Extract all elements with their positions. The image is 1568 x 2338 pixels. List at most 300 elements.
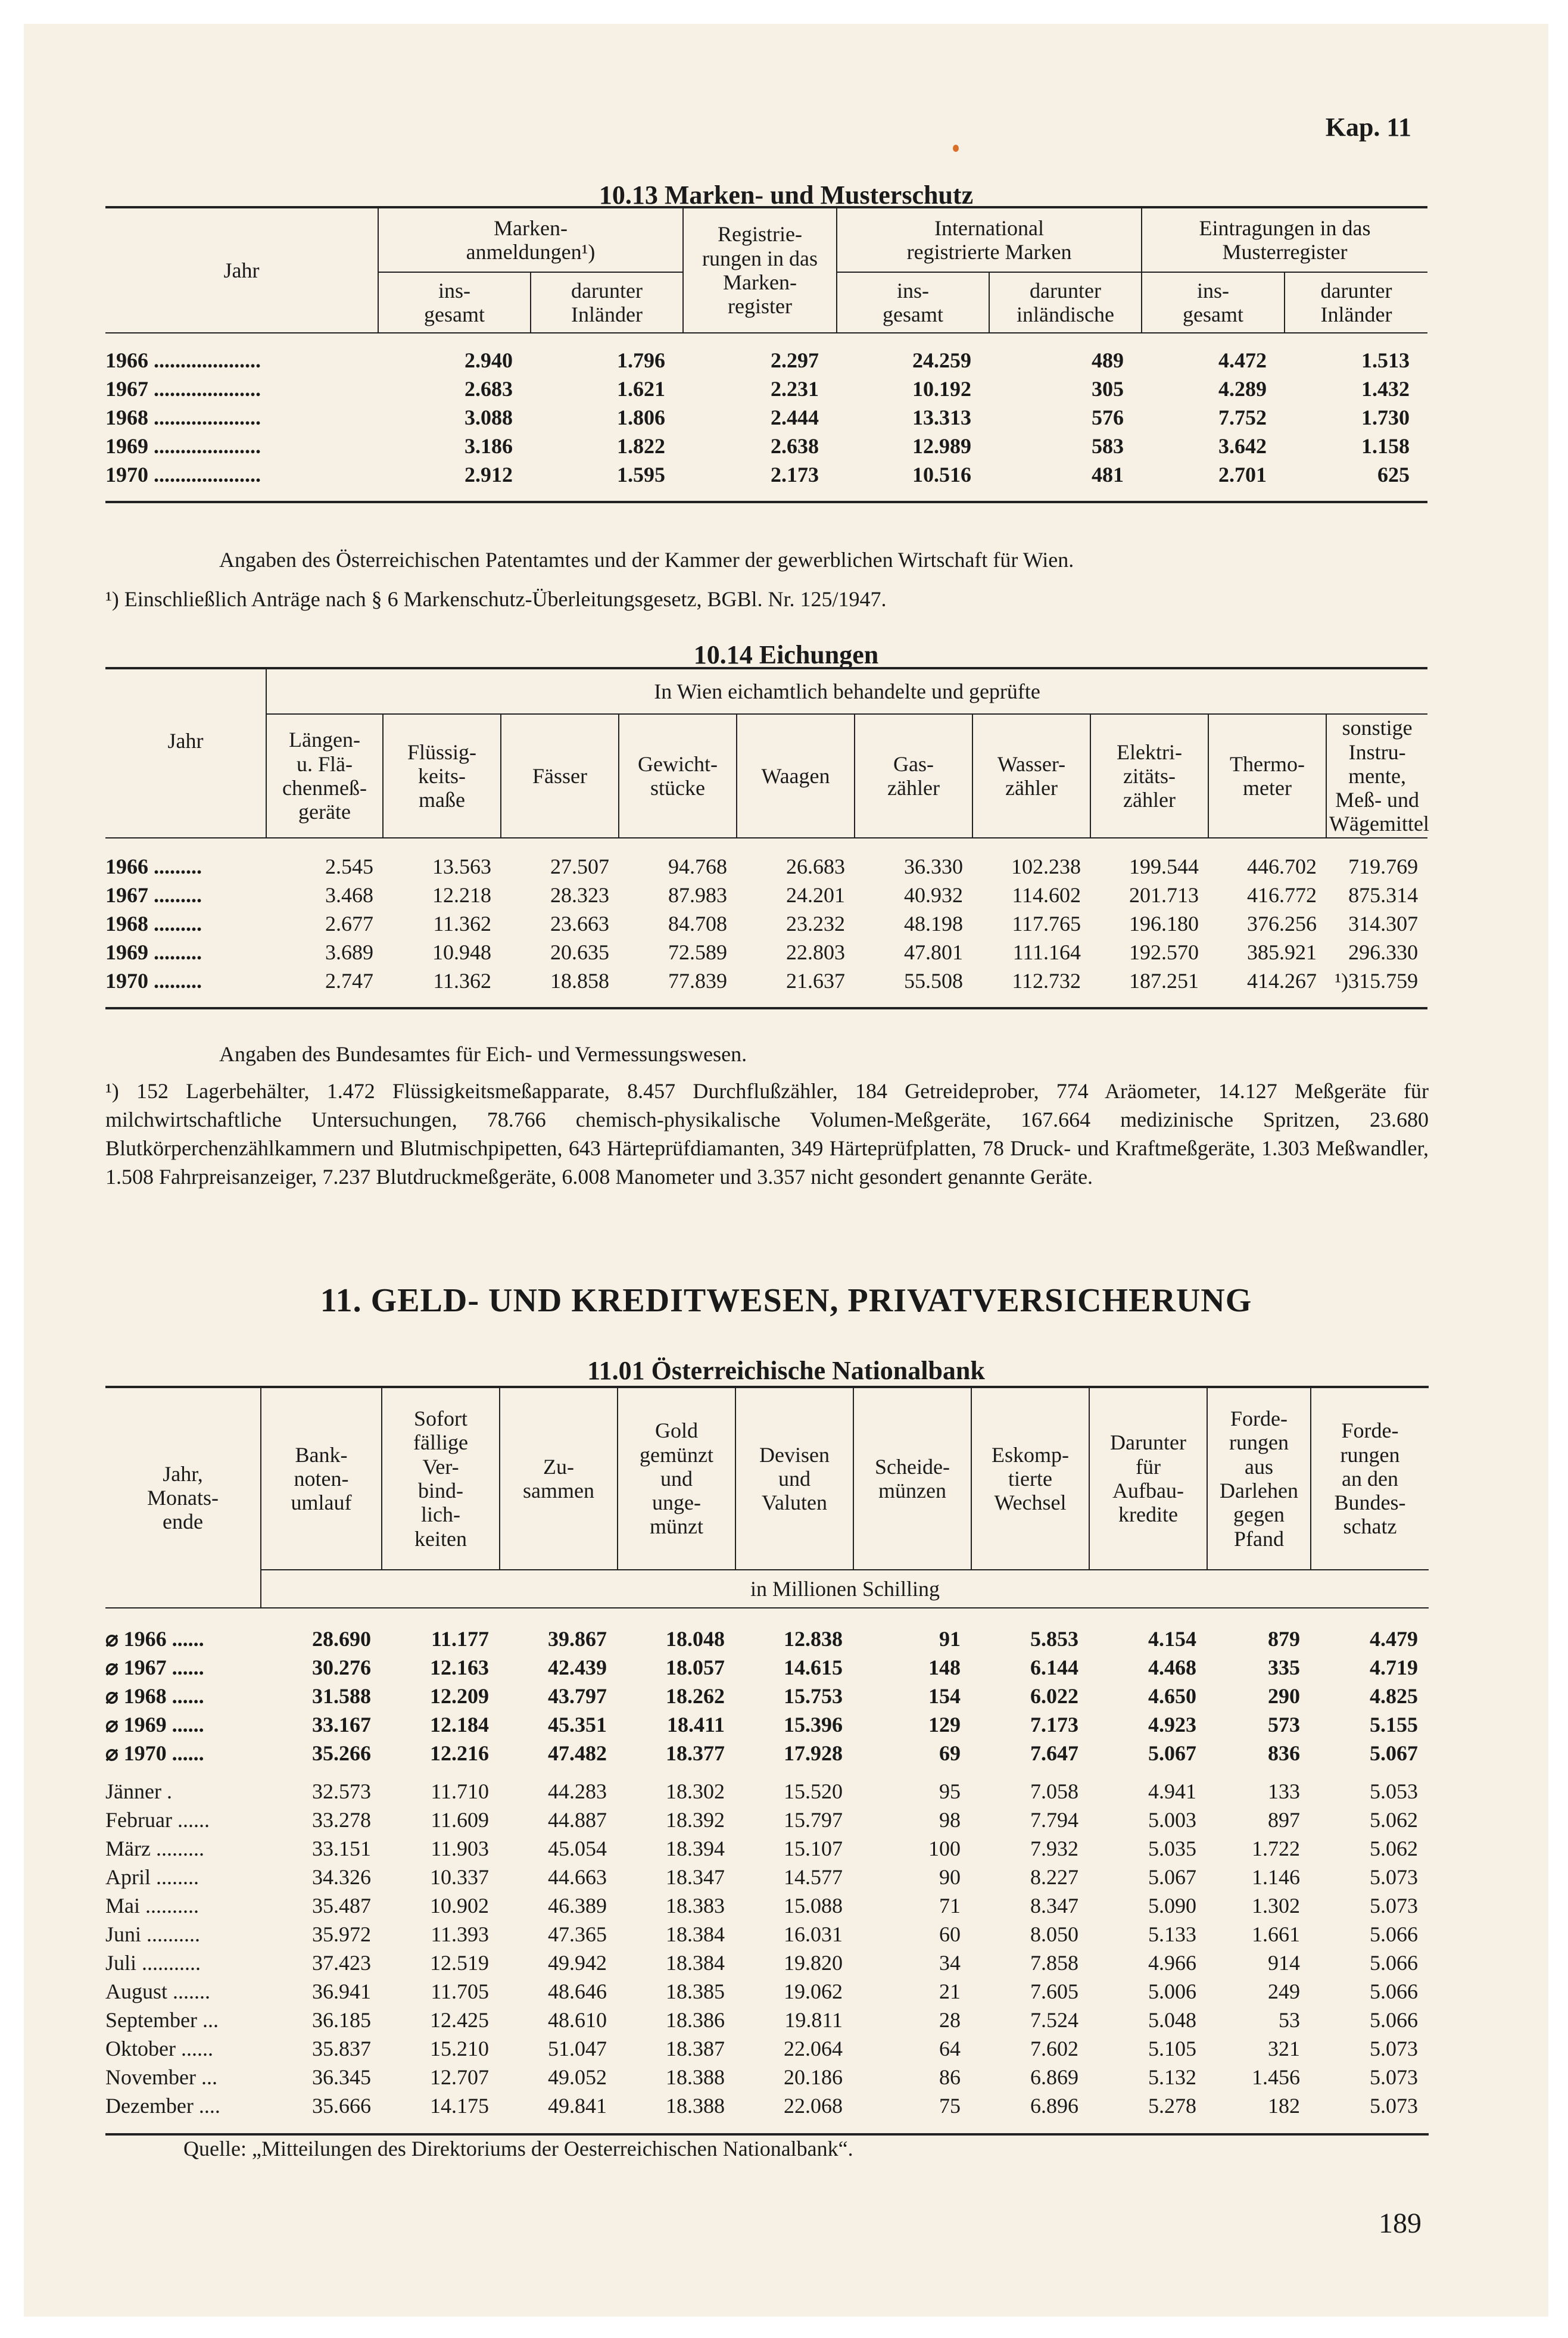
cell-value: 1.432 bbox=[1361, 377, 1410, 401]
cell-value: 47.801 bbox=[904, 940, 963, 964]
cell-value: 10.516 bbox=[912, 463, 972, 487]
cell-value: 2.747 bbox=[325, 969, 373, 993]
cell-value: 1.661 bbox=[1252, 1922, 1300, 1946]
cell-value: 12.163 bbox=[430, 1656, 489, 1679]
table-title-11-01: 11.01 Österreichische Nationalbank bbox=[587, 1356, 985, 1385]
cell-value: 46.389 bbox=[548, 1894, 607, 1918]
cell-value: 12.216 bbox=[430, 1741, 489, 1765]
cell-value: 19.811 bbox=[784, 2008, 843, 2032]
table-title-10-13: 10.13 Marken- und Musterschutz bbox=[598, 180, 974, 210]
cell-value: 26.683 bbox=[786, 855, 845, 878]
cell-value: 4.650 bbox=[1148, 1684, 1196, 1708]
cell-value: 4.289 bbox=[1218, 377, 1267, 401]
cell-value: 11.177 bbox=[431, 1627, 489, 1651]
cell-value: 879 bbox=[1268, 1627, 1300, 1651]
table-row bbox=[105, 909, 1427, 938]
row-year: 1968 .................... bbox=[105, 406, 261, 429]
column-header: Flüssig- keits- maße bbox=[383, 714, 501, 838]
cell-value: 18.057 bbox=[666, 1656, 725, 1679]
cell-value: 36.345 bbox=[312, 2065, 371, 2089]
cell-value: 55.508 bbox=[904, 969, 963, 993]
source-note-11-01: Quelle: „Mitteilungen des Direktoriums der Oesterreichischen Nationalbank“. bbox=[183, 2137, 853, 2161]
cell-value: 6.144 bbox=[1030, 1656, 1078, 1679]
table-row bbox=[105, 346, 1427, 375]
header-insgesamt: ins- gesamt bbox=[837, 272, 989, 333]
cell-value: 335 bbox=[1268, 1656, 1300, 1679]
cell-value: 23.663 bbox=[550, 912, 609, 936]
cell-value: 35.266 bbox=[312, 1741, 371, 1765]
cell-value: 10.902 bbox=[430, 1894, 489, 1918]
cell-value: 32.573 bbox=[312, 1779, 371, 1803]
cell-value: 112.732 bbox=[1012, 969, 1081, 993]
cell-value: 28.323 bbox=[550, 883, 609, 907]
cell-value: 719.769 bbox=[1348, 855, 1419, 878]
table-row bbox=[105, 1920, 1429, 1949]
cell-value: 35.487 bbox=[312, 1894, 371, 1918]
cell-value: 21 bbox=[939, 1979, 961, 2003]
cell-value: 5.090 bbox=[1148, 1894, 1196, 1918]
cell-value: 199.544 bbox=[1129, 855, 1199, 878]
cell-value: 914 bbox=[1268, 1951, 1300, 1975]
cell-value: 95 bbox=[939, 1779, 961, 1803]
cell-value: 583 bbox=[1092, 434, 1124, 458]
cell-value: 10.948 bbox=[432, 940, 491, 964]
header-span: In Wien eichamtlich behandelte und geprüfte bbox=[266, 668, 1427, 714]
cell-value: 7.058 bbox=[1030, 1779, 1078, 1803]
table-marken-musterschutz bbox=[105, 206, 1427, 503]
cell-value: 18.386 bbox=[666, 2008, 725, 2032]
row-label: ⌀ 1969 ...... bbox=[105, 1713, 204, 1737]
row-label: ⌀ 1968 ...... bbox=[105, 1684, 204, 1708]
row-label: Dezember .... bbox=[105, 2094, 220, 2118]
header-unit: in Millionen Schilling bbox=[261, 1570, 1429, 1608]
cell-value: 3.468 bbox=[325, 883, 373, 907]
cell-value: 18.385 bbox=[666, 1979, 725, 2003]
cell-value: 21.637 bbox=[786, 969, 845, 993]
cell-value: 12.184 bbox=[430, 1713, 489, 1737]
cell-value: 1.146 bbox=[1252, 1865, 1300, 1889]
cell-value: 18.388 bbox=[666, 2094, 725, 2118]
cell-value: 5.073 bbox=[1370, 1894, 1418, 1918]
cell-value: 43.797 bbox=[548, 1684, 607, 1708]
column-header: Waagen bbox=[737, 714, 855, 838]
cell-value: 12.838 bbox=[784, 1627, 843, 1651]
cell-value: 35.972 bbox=[312, 1922, 371, 1946]
source-note-10-14: Angaben des Bundesamtes für Eich- und Vermessungswesen. bbox=[219, 1042, 747, 1066]
column-header: Eskomp- tierte Wechsel bbox=[971, 1387, 1089, 1570]
cell-value: 5.278 bbox=[1148, 2094, 1196, 2118]
cell-value: 15.753 bbox=[784, 1684, 843, 1708]
cell-value: 1.822 bbox=[617, 434, 666, 458]
cell-value: 7.524 bbox=[1030, 2008, 1078, 2032]
cell-value: 18.383 bbox=[666, 1894, 725, 1918]
cell-value: 154 bbox=[928, 1684, 961, 1708]
cell-value: 5.062 bbox=[1370, 1837, 1418, 1860]
table-row bbox=[105, 1653, 1429, 1682]
cell-value: 117.765 bbox=[1012, 912, 1081, 936]
cell-value: 48.646 bbox=[548, 1979, 607, 2003]
column-header: Sofort fällige Ver- bind- lich- keiten bbox=[382, 1387, 500, 1570]
cell-value: 3.088 bbox=[465, 406, 513, 429]
cell-value: 18.387 bbox=[666, 2037, 725, 2060]
cell-value: 7.858 bbox=[1030, 1951, 1078, 1975]
cell-value: 86 bbox=[939, 2065, 961, 2089]
row-year: 1967 .................... bbox=[105, 377, 261, 401]
cell-value: 3.642 bbox=[1218, 434, 1267, 458]
cell-value: 12.707 bbox=[430, 2065, 489, 2089]
footnote-10-14: ¹) 152 Lagerbehälter, 1.472 Flüssigkeitsmeßapparate, 8.457 Durchflußzähler, 184 Getreideprober, 774 Aräometer, 14.127 Meßgeräte für milchwirtschaftliche Untersuchungen, 78.766 chemisch-physikalische Volumen-Meßgeräte, 167.664 medizinische Spritzen, 23.680 Blutkörperchenzählkammern und Blutmischpipetten, 643 Härteprüfdiamanten, 349 Härteprüfplatten, 78 Druck- und Kraftmeßgeräte, 1.303 Meßwandler, 1.508 Fahrpreisanzeiger, 7.237 Blutdruckmeßgeräte, 6.008 Manometer und 3.357 nicht gesondert genannte Geräte. bbox=[105, 1079, 1429, 1189]
cell-value: 4.966 bbox=[1148, 1951, 1196, 1975]
cell-value: 90 bbox=[939, 1865, 961, 1889]
chapter-label: Kap. 11 bbox=[1325, 113, 1411, 142]
cell-value: 5.133 bbox=[1148, 1922, 1196, 1946]
cell-value: 18.392 bbox=[666, 1808, 725, 1832]
table-row bbox=[105, 1777, 1429, 1806]
row-label: September ... bbox=[105, 2008, 219, 2032]
cell-value: 18.302 bbox=[666, 1779, 725, 1803]
cell-value: 5.048 bbox=[1148, 2008, 1196, 2032]
cell-value: 20.186 bbox=[784, 2065, 843, 2089]
cell-value: 305 bbox=[1092, 377, 1124, 401]
cell-value: 28.690 bbox=[312, 1627, 371, 1651]
cell-value: 31.588 bbox=[312, 1684, 371, 1708]
cell-value: 5.006 bbox=[1148, 1979, 1196, 2003]
cell-value: 18.347 bbox=[666, 1865, 725, 1889]
cell-value: 15.107 bbox=[784, 1837, 843, 1860]
row-year: 1969 .................... bbox=[105, 434, 261, 458]
column-header: Forde- rungen aus Darlehen gegen Pfand bbox=[1207, 1387, 1311, 1570]
header-jahr-monatsende: Jahr, Monats- ende bbox=[105, 1387, 261, 1608]
footnote-10-13: ¹) Einschließlich Anträge nach § 6 Markenschutz-Überleitungsgesetz, BGBl. Nr. 125/1947. bbox=[105, 587, 887, 611]
cell-value: 1.796 bbox=[617, 348, 666, 372]
cell-value: 385.921 bbox=[1247, 940, 1317, 964]
row-label: ⌀ 1970 ...... bbox=[105, 1741, 204, 1765]
cell-value: 8.050 bbox=[1030, 1922, 1078, 1946]
cell-value: 35.837 bbox=[312, 2037, 371, 2060]
header-darunter-inlaender: darunter Inländer bbox=[1285, 272, 1427, 333]
cell-value: 30.276 bbox=[312, 1656, 371, 1679]
cell-value: 1.595 bbox=[617, 463, 666, 487]
cell-value: 100 bbox=[928, 1837, 961, 1860]
cell-value: 28 bbox=[939, 2008, 961, 2032]
cell-value: 5.062 bbox=[1370, 1808, 1418, 1832]
cell-value: 60 bbox=[939, 1922, 961, 1946]
cell-value: 133 bbox=[1268, 1779, 1300, 1803]
row-year: 1970 .................... bbox=[105, 463, 261, 487]
cell-value: 39.867 bbox=[548, 1627, 607, 1651]
cell-value: 44.663 bbox=[548, 1865, 607, 1889]
cell-value: 18.384 bbox=[666, 1922, 725, 1946]
cell-value: 71 bbox=[939, 1894, 961, 1918]
cell-value: 5.073 bbox=[1370, 2037, 1418, 2060]
cell-value: 1.621 bbox=[617, 377, 666, 401]
row-label: April ........ bbox=[105, 1865, 199, 1889]
row-label: Mai .......... bbox=[105, 1894, 199, 1918]
cell-value: 19.820 bbox=[784, 1951, 843, 1975]
cell-value: 2.231 bbox=[771, 377, 819, 401]
cell-value: 8.347 bbox=[1030, 1894, 1078, 1918]
table-row bbox=[105, 2063, 1429, 2091]
table-row bbox=[105, 852, 1427, 881]
cell-value: 5.073 bbox=[1370, 1865, 1418, 1889]
cell-value: 6.869 bbox=[1030, 2065, 1078, 2089]
cell-value: 314.307 bbox=[1348, 912, 1419, 936]
header-registrierungen: Registrie- rungen in das Marken- register bbox=[683, 207, 837, 333]
cell-value: 296.330 bbox=[1348, 940, 1419, 964]
cell-value: 5.066 bbox=[1370, 1979, 1418, 2003]
cell-value: 489 bbox=[1092, 348, 1124, 372]
row-label: ⌀ 1967 ...... bbox=[105, 1656, 204, 1679]
cell-value: 18.858 bbox=[550, 969, 609, 993]
cell-value: 45.351 bbox=[548, 1713, 607, 1737]
cell-value: 87.983 bbox=[668, 883, 727, 907]
cell-value: 16.031 bbox=[784, 1922, 843, 1946]
cell-value: 201.713 bbox=[1129, 883, 1199, 907]
cell-value: 5.853 bbox=[1030, 1627, 1078, 1651]
cell-value: 1.806 bbox=[617, 406, 666, 429]
cell-value: 40.932 bbox=[904, 883, 963, 907]
cell-value: 2.701 bbox=[1218, 463, 1267, 487]
cell-value: 49.942 bbox=[548, 1951, 607, 1975]
cell-value: 8.227 bbox=[1030, 1865, 1078, 1889]
cell-value: 64 bbox=[939, 2037, 961, 2060]
cell-value: 875.314 bbox=[1348, 883, 1419, 907]
cell-value: 1.302 bbox=[1252, 1894, 1300, 1918]
cell-value: 2.173 bbox=[771, 463, 819, 487]
cell-value: 4.479 bbox=[1370, 1627, 1418, 1651]
cell-value: 44.283 bbox=[548, 1779, 607, 1803]
cell-value: 2.638 bbox=[771, 434, 819, 458]
cell-value: 44.887 bbox=[548, 1808, 607, 1832]
cell-value: 1.722 bbox=[1252, 1837, 1300, 1860]
document-page bbox=[24, 24, 1548, 2317]
row-label: Juni .......... bbox=[105, 1922, 201, 1946]
cell-value: 47.482 bbox=[548, 1741, 607, 1765]
cell-value: 416.772 bbox=[1247, 883, 1317, 907]
cell-value: 72.589 bbox=[668, 940, 727, 964]
table-row bbox=[105, 1739, 1429, 1767]
table-row bbox=[105, 1625, 1429, 1653]
cell-value: 1.730 bbox=[1361, 406, 1410, 429]
column-header: Bank- noten- umlauf bbox=[261, 1387, 382, 1570]
cell-value: 2.912 bbox=[465, 463, 513, 487]
cell-value: 5.155 bbox=[1370, 1713, 1418, 1737]
cell-value: 24.201 bbox=[786, 883, 845, 907]
cell-value: 5.073 bbox=[1370, 2094, 1418, 2118]
cell-value: 5.105 bbox=[1148, 2037, 1196, 2060]
cell-value: 11.393 bbox=[431, 1922, 489, 1946]
cell-value: 15.210 bbox=[430, 2037, 489, 2060]
cell-value: 4.941 bbox=[1148, 1779, 1196, 1803]
cell-value: 12.989 bbox=[912, 434, 972, 458]
cell-value: 7.602 bbox=[1030, 2037, 1078, 2060]
cell-value: 6.022 bbox=[1030, 1684, 1078, 1708]
row-label: August ....... bbox=[105, 1979, 211, 2003]
table-row bbox=[105, 1949, 1429, 1977]
cell-value: 49.841 bbox=[548, 2094, 607, 2118]
cell-value: 414.267 bbox=[1247, 969, 1317, 993]
column-header: Elektri- zitäts- zähler bbox=[1090, 714, 1208, 838]
column-header: Thermo- meter bbox=[1208, 714, 1326, 838]
cell-value: 897 bbox=[1268, 1808, 1300, 1832]
cell-value: 187.251 bbox=[1129, 969, 1199, 993]
header-insgesamt: ins- gesamt bbox=[378, 272, 531, 333]
column-header: Fässer bbox=[501, 714, 619, 838]
cell-value: 148 bbox=[928, 1656, 961, 1679]
cell-value: 481 bbox=[1092, 463, 1124, 487]
table-row bbox=[105, 1891, 1429, 1920]
column-header: Forde- rungen an den Bundes- schatz bbox=[1311, 1387, 1429, 1570]
cell-value: 5.035 bbox=[1148, 1837, 1196, 1860]
cell-value: 12.519 bbox=[430, 1951, 489, 1975]
cell-value: 5.053 bbox=[1370, 1779, 1418, 1803]
cell-value: 69 bbox=[939, 1741, 961, 1765]
cell-value: 49.052 bbox=[548, 2065, 607, 2089]
table-nationalbank bbox=[105, 1386, 1429, 2136]
cell-value: 4.472 bbox=[1218, 348, 1267, 372]
row-label: März ......... bbox=[105, 1837, 204, 1860]
header-jahr: Jahr bbox=[105, 207, 378, 333]
row-label: Juli ........... bbox=[105, 1951, 201, 1975]
cell-value: 14.615 bbox=[784, 1656, 843, 1679]
cell-value: 12.209 bbox=[430, 1684, 489, 1708]
cell-value: 36.330 bbox=[904, 855, 963, 878]
cell-value: 51.047 bbox=[548, 2037, 607, 2060]
header-darunter-inlaender: darunter Inländer bbox=[531, 272, 683, 333]
cell-value: 27.507 bbox=[550, 855, 609, 878]
cell-value: 11.362 bbox=[433, 969, 491, 993]
table-row bbox=[105, 1834, 1429, 1863]
column-header: Darunter für Aufbau- kredite bbox=[1089, 1387, 1207, 1570]
cell-value: 22.803 bbox=[786, 940, 845, 964]
cell-value: 18.394 bbox=[666, 1837, 725, 1860]
cell-value: 14.175 bbox=[430, 2094, 489, 2118]
row-year: 1966 .................... bbox=[105, 348, 261, 372]
table-eichungen bbox=[105, 667, 1427, 1009]
cell-value: 15.396 bbox=[784, 1713, 843, 1737]
cell-value: 7.932 bbox=[1030, 1837, 1078, 1860]
cell-value: 3.186 bbox=[465, 434, 513, 458]
cell-value: 5.066 bbox=[1370, 1951, 1418, 1975]
cell-value: 11.705 bbox=[431, 1979, 489, 2003]
cell-value: 11.903 bbox=[431, 1837, 489, 1860]
cell-value: 446.702 bbox=[1247, 855, 1317, 878]
cell-value: 23.232 bbox=[786, 912, 845, 936]
cell-value: 14.577 bbox=[784, 1865, 843, 1889]
cell-value: 11.710 bbox=[431, 1779, 489, 1803]
row-label: ⌀ 1966 ...... bbox=[105, 1627, 204, 1651]
cell-value: 13.563 bbox=[432, 855, 491, 878]
cell-value: 7.647 bbox=[1030, 1741, 1078, 1765]
cell-value: 5.066 bbox=[1370, 1922, 1418, 1946]
table-row bbox=[105, 432, 1427, 460]
cell-value: 192.570 bbox=[1129, 940, 1199, 964]
cell-value: 114.602 bbox=[1012, 883, 1081, 907]
cell-value: 19.062 bbox=[784, 1979, 843, 2003]
page-number: 189 bbox=[1379, 2208, 1422, 2239]
cell-value: 12.425 bbox=[430, 2008, 489, 2032]
row-year: 1969 ......... bbox=[105, 940, 202, 964]
cell-value: 1.456 bbox=[1252, 2065, 1300, 2089]
cell-value: 7.605 bbox=[1030, 1979, 1078, 2003]
cell-value: 37.423 bbox=[312, 1951, 371, 1975]
cell-value: 22.068 bbox=[784, 2094, 843, 2118]
cell-value: 5.132 bbox=[1148, 2065, 1196, 2089]
cell-value: 18.048 bbox=[666, 1627, 725, 1651]
cell-value: 18.388 bbox=[666, 2065, 725, 2089]
cell-value: 5.003 bbox=[1148, 1808, 1196, 1832]
table-row bbox=[105, 1863, 1429, 1891]
table-row bbox=[105, 1682, 1429, 1710]
cell-value: 34 bbox=[939, 1951, 961, 1975]
cell-value: 11.362 bbox=[433, 912, 491, 936]
column-header: Scheide- münzen bbox=[853, 1387, 971, 1570]
cell-value: 17.928 bbox=[784, 1741, 843, 1765]
column-header: Längen- u. Flä- chenmeß- geräte bbox=[266, 714, 383, 838]
cell-value: 20.635 bbox=[550, 940, 609, 964]
cell-value: 290 bbox=[1268, 1684, 1300, 1708]
cell-value: 2.677 bbox=[325, 912, 373, 936]
cell-value: 48.610 bbox=[548, 2008, 607, 2032]
cell-value: 18.377 bbox=[666, 1741, 725, 1765]
cell-value: 321 bbox=[1268, 2037, 1300, 2060]
cell-value: 34.326 bbox=[312, 1865, 371, 1889]
cell-value: 45.054 bbox=[548, 1837, 607, 1860]
table-row bbox=[105, 1806, 1429, 1834]
cell-value: 18.262 bbox=[666, 1684, 725, 1708]
cell-value: 18.411 bbox=[666, 1713, 725, 1737]
cell-value: 22.064 bbox=[784, 2037, 843, 2060]
cell-value: 2.940 bbox=[465, 348, 513, 372]
header-international: International registrierte Marken bbox=[837, 207, 1142, 272]
cell-value: 11.609 bbox=[431, 1808, 489, 1832]
row-year: 1970 ......... bbox=[105, 969, 202, 993]
row-label: Februar ...... bbox=[105, 1808, 210, 1832]
cell-value: 576 bbox=[1092, 406, 1124, 429]
cell-value: 15.088 bbox=[784, 1894, 843, 1918]
cell-value: 84.708 bbox=[668, 912, 727, 936]
column-header: Zu- sammen bbox=[500, 1387, 618, 1570]
cell-value: 4.923 bbox=[1148, 1713, 1196, 1737]
cell-value: 182 bbox=[1268, 2094, 1300, 2118]
cell-value: 4.154 bbox=[1148, 1627, 1196, 1651]
row-label: November ... bbox=[105, 2065, 217, 2089]
cell-value: 10.337 bbox=[430, 1865, 489, 1889]
cell-value: 2.444 bbox=[771, 406, 819, 429]
cell-value: 36.941 bbox=[312, 1979, 371, 2003]
column-header: Gas- zähler bbox=[855, 714, 972, 838]
row-year: 1966 ......... bbox=[105, 855, 202, 878]
cell-value: 625 bbox=[1377, 463, 1410, 487]
table-row bbox=[105, 2034, 1429, 2063]
cell-value: 5.073 bbox=[1370, 2065, 1418, 2089]
column-header: Gewicht- stücke bbox=[619, 714, 737, 838]
cell-value: 35.666 bbox=[312, 2094, 371, 2118]
table-row bbox=[105, 967, 1427, 995]
cell-value: 33.151 bbox=[312, 1837, 371, 1860]
table-row bbox=[105, 375, 1427, 403]
cell-value: 91 bbox=[939, 1627, 961, 1651]
cell-value: 2.545 bbox=[325, 855, 373, 878]
cell-value: 836 bbox=[1268, 1741, 1300, 1765]
table-row bbox=[105, 2091, 1429, 2120]
cell-value: 98 bbox=[939, 1808, 961, 1832]
cell-value: 5.067 bbox=[1370, 1741, 1418, 1765]
cell-value: 376.256 bbox=[1247, 912, 1317, 936]
cell-value: 4.825 bbox=[1370, 1684, 1418, 1708]
cell-value: 111.164 bbox=[1012, 940, 1081, 964]
cell-value: 5.067 bbox=[1148, 1741, 1196, 1765]
